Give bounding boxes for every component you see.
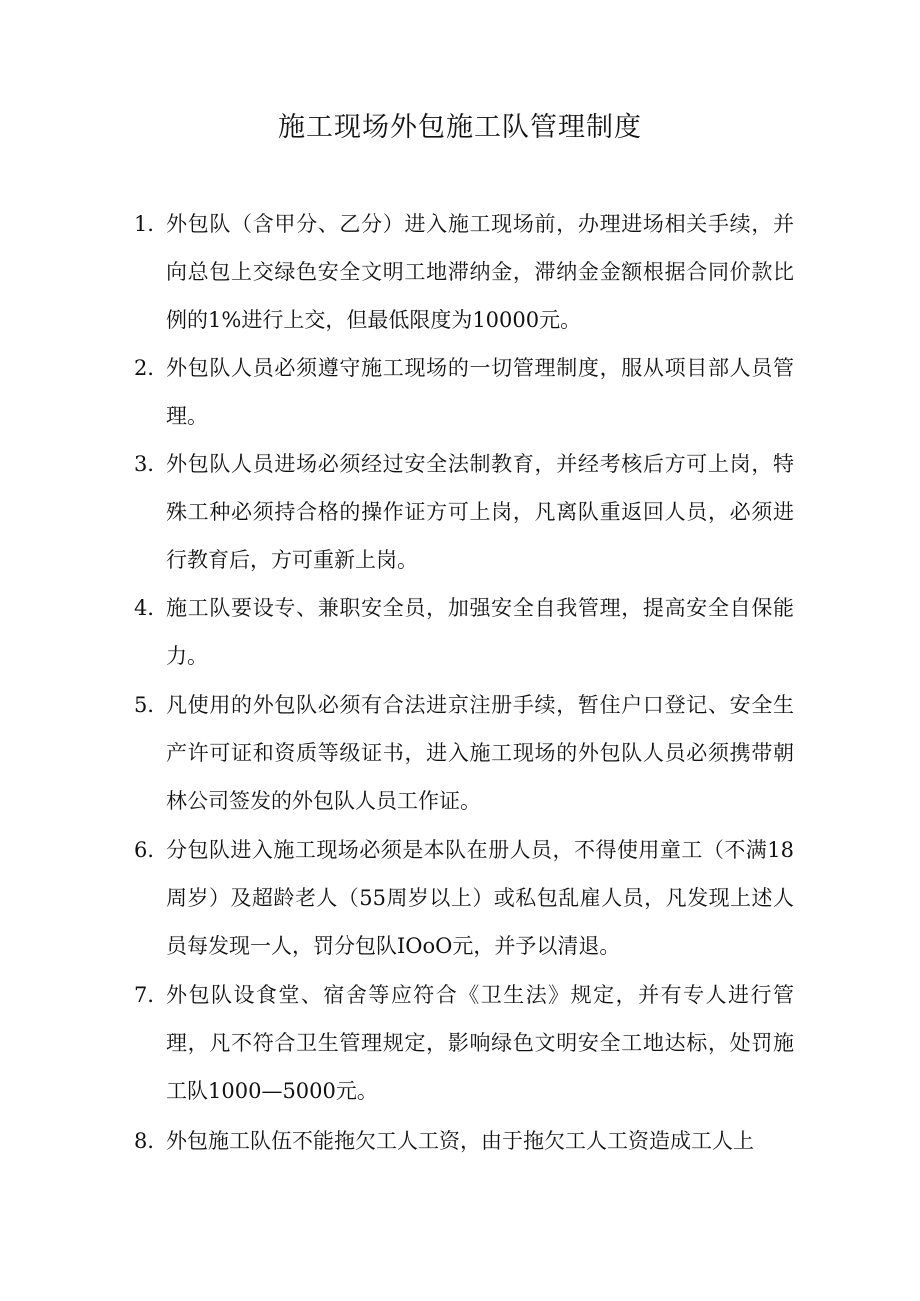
rule-item-6 <box>134 826 794 970</box>
rule-text: 施工队要设专、兼职安全员，加强安全自我管理，提高安全自保能力。 <box>166 596 794 668</box>
rule-item-1 <box>134 200 794 344</box>
rule-number: 3． <box>134 452 169 476</box>
rule-text: 外包队设食堂、宿舍等应符合《卫生法》规定，并有专人进行管理，凡不符合卫生管理规定，影响绿色文明安全工地达标，处罚施工队1000—5000元。 <box>166 983 794 1103</box>
rule-item-8 <box>134 1117 794 1165</box>
rule-number: 6． <box>134 838 169 862</box>
rule-text: 外包队（含甲分、乙分）进入施工现场前，办理进场相关手续，并向总包上交绿色安全文明工地滞纳金，滞纳金金额根据合同价款比例的1%进行上交，但最低限度为10000元。 <box>166 212 794 332</box>
rule-text: 外包队人员进场必须经过安全法制教育，并经考核后方可上岗，特殊工种必须持合格的操作证方可上岗，凡离队重返回人员，必须进行教育后，方可重新上岗。 <box>166 452 794 572</box>
rule-number: 1． <box>134 212 169 236</box>
rule-text: 分包队进入施工现场必须是本队在册人员，不得使用童工（不满18周岁）及超龄老人（55周岁以上）或私包乱雇人员，凡发现上述人员每发现一人，罚分包队IOoO元，并予以清退。 <box>166 838 794 958</box>
rule-text: 外包队人员必须遵守施工现场的一切管理制度，服从项目部人员管理。 <box>166 356 794 428</box>
rule-item-2 <box>134 344 794 440</box>
rule-number: 5． <box>134 693 169 717</box>
rule-item-3 <box>134 440 794 584</box>
rule-number: 2． <box>134 356 169 380</box>
document-title: 施工现场外包施工队管理制度 <box>278 112 642 143</box>
rule-text: 凡使用的外包队必须有合法进京注册手续，暂住户口登记、安全生产许可证和资质等级证书，进入施工现场的外包队人员必须携带朝林公司签发的外包队人员工作证。 <box>166 693 794 813</box>
rule-text: 外包施工队伍不能拖欠工人工资，由于拖欠工人工资造成工人上 <box>166 1129 754 1153</box>
rule-item-7 <box>134 971 794 1115</box>
rule-number: 4． <box>134 596 169 620</box>
rule-number: 7． <box>134 983 169 1007</box>
rule-number: 8． <box>134 1129 169 1153</box>
rule-item-5 <box>134 681 794 825</box>
rule-item-4 <box>134 584 794 680</box>
